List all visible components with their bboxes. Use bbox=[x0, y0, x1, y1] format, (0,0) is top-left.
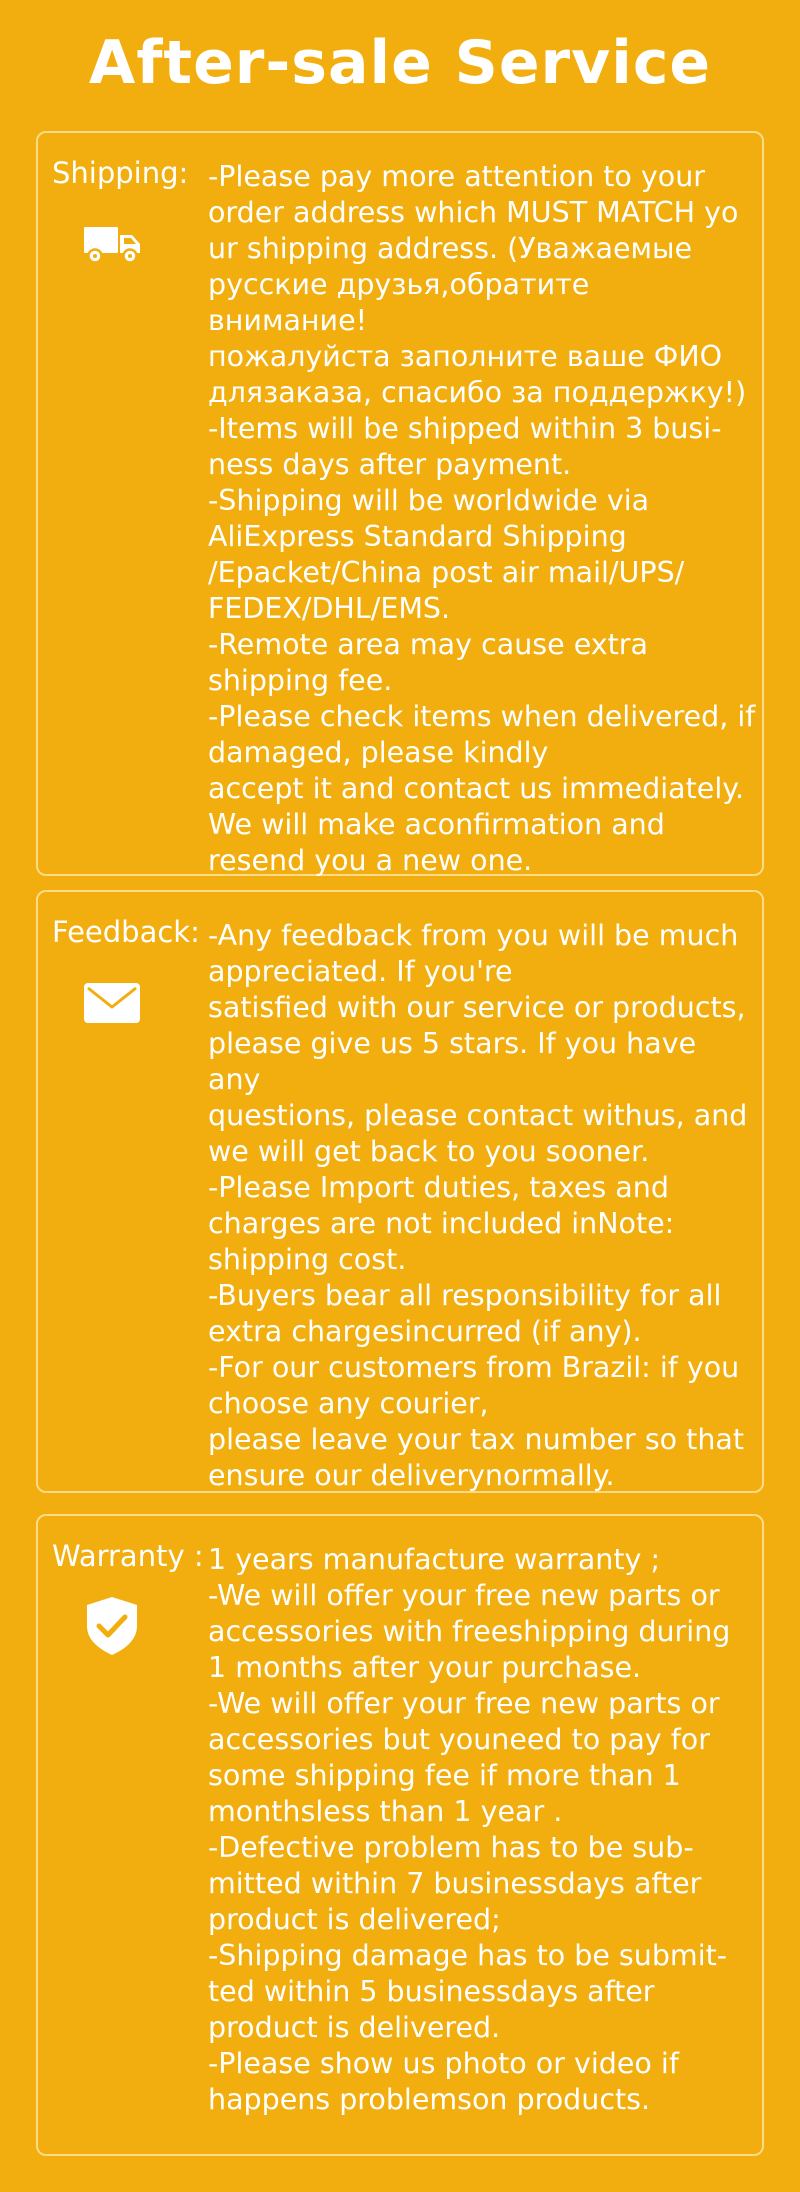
shipping-label: Shipping: bbox=[52, 156, 189, 190]
truck-icon bbox=[80, 211, 144, 275]
feedback-panel bbox=[36, 890, 764, 1493]
warranty-label: Warranty : bbox=[52, 1539, 204, 1573]
shipping-panel bbox=[36, 131, 764, 876]
feedback-label: Feedback: bbox=[52, 915, 200, 949]
shipping-text: -Please pay more attention to your order address which MUST MATCH yo ur shipping address. (Уважаемые русские друзья,обратите внимание! пожалуйста заполните ваше ФИО длязаказа, спасибо за поддержку!) -Items will be shipped within 3 busi- ness days after payment. -Shipping will be worldwide via AliExpress Standard Shipping /Epacket/China post air mail/UPS/ FEDEX/DHL/EMS. -Remote area may cause extra shipping fee. -Please check items when delivered, if damaged, please kindly accept it and contact us immediately. We will make aconfirmation and resend you a new one. bbox=[208, 160, 756, 877]
warranty-text: 1 years manufacture warranty ; -We will offer your free new parts or accessories with freeshipping during 1 months after your purchase. -We will offer your free new parts or accessories but youneed to pay for some shipping fee if more than 1 monthsless than 1 year . -Defective problem has to be sub- mitted within 7 businessdays after product is delivered; -Shipping damage has to be submit- ted within 5 businessdays after product is delivered. -Please show us photo or video if happens problemson products. bbox=[208, 1543, 731, 2116]
feedback-text: -Any feedback from you will be much appreciated. If you're satisfied with our service or products, please give us 5 stars. If you have any questions, please contact withus, and we will get back to you sooner. -Please Import duties, taxes and charges are not included inNote: shipping cost. -Buyers bear all responsibility for all extra chargesincurred (if any). -For our customers from Brazil: if you choose any courier, please leave your tax number so that ensure our deliverynormally. bbox=[208, 919, 748, 1492]
shield-check-icon bbox=[80, 1594, 144, 1658]
page-title: After-sale Service bbox=[88, 28, 712, 98]
envelope-icon bbox=[80, 970, 144, 1034]
warranty-panel bbox=[36, 1514, 764, 2156]
